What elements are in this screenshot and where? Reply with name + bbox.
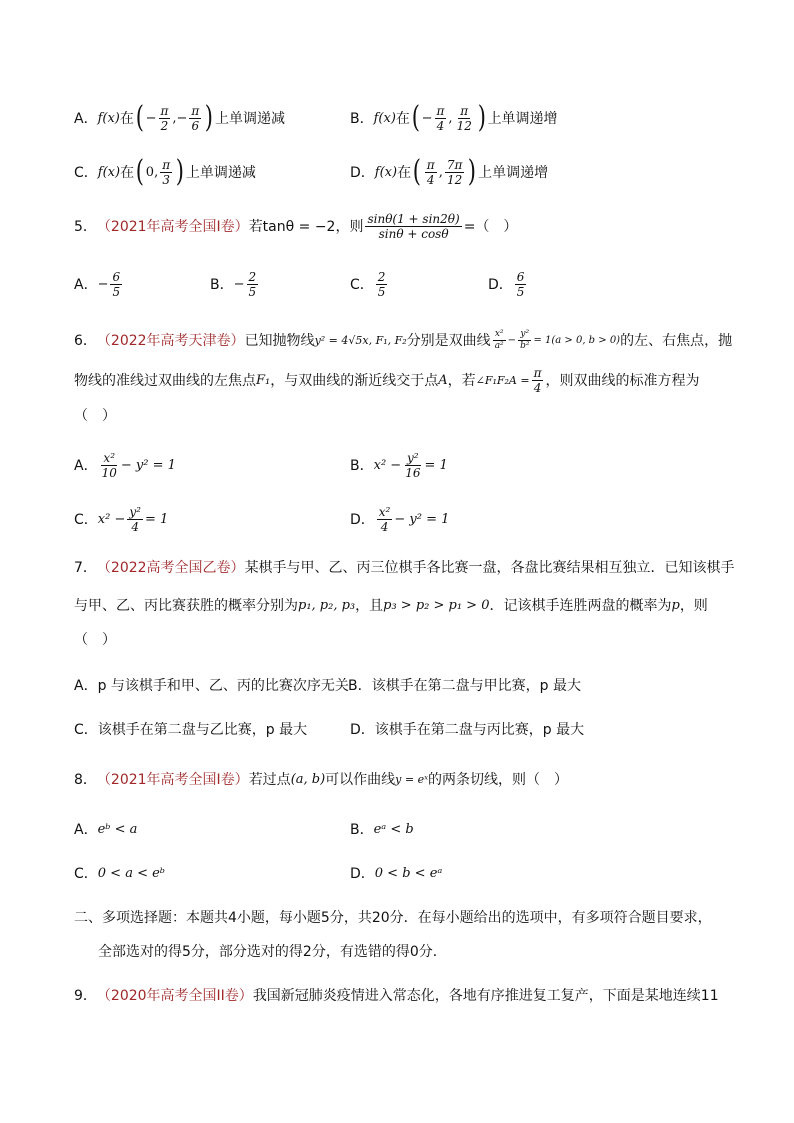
option-label: C． (350, 277, 374, 293)
q7-option-d[interactable]: D．该棋手在第二盘与丙比赛，p 最大 (350, 722, 585, 738)
fraction: $\frac{\text{y²}}{16}$ (405, 450, 421, 480)
section-heading-line2: 全部选对的得5分，部分选对的得2分，有选错的得0分． (98, 944, 447, 960)
q8-option-c[interactable] (74, 864, 165, 884)
section-heading-line1: 二、多项选择题：本题共4小题，每小题5分，共20分．在每小题给出的选项中，有多项符合题目要求， (74, 910, 712, 926)
fraction: $\frac{\pi}{4}$ (426, 157, 435, 187)
close-paren: ) (468, 154, 477, 189)
separator: , (154, 164, 159, 180)
q4-option-d[interactable] (350, 154, 548, 190)
function-symbol: f(x) (373, 110, 396, 126)
probabilities: p₁, p₂, p₃ (298, 598, 356, 613)
expression: x² − (97, 511, 126, 527)
fraction: $\frac{\text{x²}}{10}$ (101, 450, 117, 480)
question-text: 可以作曲线 (325, 772, 396, 788)
sign: − (97, 276, 109, 292)
parabola-equation: y² = 4√5x, F₁, F₂ (314, 333, 407, 347)
question-source: （2021年高考全国I卷） (96, 772, 249, 788)
separator: ,− (172, 110, 188, 126)
question-text: ．记该棋手连胜两盘的概率为 (489, 598, 672, 614)
option-text: 上单调递增 (487, 111, 558, 127)
question-text: 与甲、乙、丙比赛获胜的概率分别为 (74, 598, 298, 614)
fraction: $\frac{\text{x²}}{4}$ (378, 504, 391, 534)
fraction: $\frac{\pi}{4}$ (533, 365, 542, 395)
question-text: 的左、右焦点，抛 (620, 333, 733, 349)
inequality: p₃ > p₂ > p₁ > 0 (383, 598, 490, 613)
function-symbol: f(x) (97, 110, 120, 126)
question-number: 6． (74, 333, 97, 349)
question-text: 物线的准线过双曲线的左焦点 (74, 373, 256, 389)
option-label: B． (350, 458, 374, 474)
question-text: 分别是双曲线 (406, 333, 491, 349)
separator: , (448, 110, 453, 126)
option-label: C． (74, 512, 98, 528)
fraction: $\frac{2}{5}$ (377, 269, 386, 299)
question-text: 某棋手与甲、乙、丙三位棋手各比赛一盘，各盘比赛结果相互独立．已知该棋手 (244, 560, 735, 576)
expression: x² − (373, 457, 402, 473)
question-source: （2022年高考天津卷） (96, 333, 245, 349)
curve-equation: y = eˣ (395, 773, 429, 786)
q5-option-a[interactable] (74, 266, 124, 302)
question-number: 5． (74, 219, 97, 235)
question-text: ，与双曲线的渐近线交于点 (270, 373, 439, 389)
separator: , (438, 164, 443, 180)
fraction: $\frac{\text{y²}}{4}$ (129, 504, 141, 534)
question-source: （2021年高考全国I卷） (96, 219, 249, 235)
question-text: ，若 (447, 373, 476, 389)
question-text: ，则 (679, 598, 708, 614)
expression: = 1 (144, 511, 169, 527)
option-label: B． (210, 277, 234, 293)
open-paren: ( (135, 100, 144, 135)
minus: − (145, 110, 157, 126)
expression: eᵃ < b (373, 822, 414, 837)
q7-option-b[interactable]: B．该棋手在第二盘与甲比赛，p 最大 (348, 678, 581, 694)
option-label: A． (74, 277, 98, 293)
function-symbol: f(x) (97, 164, 121, 180)
option-text: 上单调递减 (215, 111, 286, 127)
expression: − y² = 1 (394, 511, 450, 527)
q8-option-d[interactable] (350, 864, 442, 884)
option-label: D． (350, 165, 375, 181)
variable: p (671, 598, 680, 613)
question-number: 9． (74, 988, 97, 1004)
question-text: 的两条切线，则（ ） (428, 772, 569, 788)
fraction: $\frac{\pi}{6}$ (191, 103, 200, 133)
fraction: $\frac{\pi}{4}$ (436, 103, 445, 133)
angle-expression: ∠F₁F₂A = (475, 373, 530, 387)
option-label: C． (74, 866, 98, 882)
q8-stem (74, 770, 568, 790)
point-expression: (a, b) (290, 772, 326, 787)
option-label: A． (74, 111, 98, 127)
q8-option-a[interactable] (74, 820, 137, 840)
expression: eᵇ < a (97, 822, 138, 837)
option-label: A． (74, 458, 98, 474)
expression: 0 < a < eᵇ (97, 866, 166, 881)
close-paren: ) (477, 100, 486, 135)
q5-option-d[interactable] (488, 266, 528, 302)
option-text: 上单调递增 (478, 165, 549, 181)
q7-answer-paren: （ ） (74, 632, 116, 648)
text: 在 (119, 111, 134, 127)
question-source: （2022高考全国乙卷） (96, 560, 245, 576)
function-symbol: f(x) (374, 164, 398, 180)
q6-option-c[interactable] (74, 500, 168, 538)
q5-stem (74, 208, 517, 244)
q6-stem-line2 (74, 362, 699, 398)
q4-option-b[interactable] (350, 100, 558, 136)
q4-option-c[interactable] (74, 154, 256, 190)
q7-option-a[interactable]: A．p 与该棋手和甲、乙、丙的比赛次序无关 (74, 678, 349, 694)
question-text: 我国新冠肺炎疫情进入常态化，各地有序推进复工复产，下面是某地连续11 (252, 988, 719, 1004)
fraction: $\frac{7\pi}{12}$ (446, 157, 463, 187)
q8-option-b[interactable] (350, 820, 414, 840)
fraction: $\frac{\text{y²}}{\text{b²}}$ (520, 328, 530, 351)
fraction: $\frac{\sin\theta(1 + \sin 2\theta)}{\sin\theta + \cos\theta}$ (367, 211, 460, 241)
open-paren: ( (411, 100, 420, 135)
fraction: $\frac{\pi}{2}$ (160, 103, 169, 133)
question-text: 若tanθ = −2，则 (248, 219, 364, 235)
minus: − (507, 334, 517, 346)
q4-option-a[interactable] (74, 100, 285, 136)
answer-paren: =（ ） (463, 219, 518, 235)
fraction: $\frac{2}{5}$ (248, 269, 257, 299)
option-label: D． (350, 512, 375, 528)
question-number: 8． (74, 772, 97, 788)
fraction: $\frac{6}{5}$ (112, 269, 121, 299)
option-label: C． (74, 165, 98, 181)
expression: = 1 (424, 457, 448, 473)
q6-answer-paren: （ ） (74, 408, 116, 424)
text: 在 (120, 165, 135, 181)
fraction: $\frac{\text{x²}}{\text{a²}}$ (494, 328, 504, 351)
fraction: $\frac{\pi}{12}$ (456, 103, 472, 133)
text: 在 (397, 165, 412, 181)
q7-stem-line1 (74, 558, 735, 578)
expression: − y² = 1 (120, 457, 176, 473)
q7-option-c[interactable]: C．该棋手在第二盘与乙比赛，p 最大 (74, 722, 308, 738)
q7-stem-line2 (74, 596, 708, 616)
question-text: 已知抛物线 (244, 333, 315, 349)
option-label: D． (488, 277, 513, 293)
q6-option-b[interactable] (350, 446, 448, 484)
fraction: $\frac{\pi}{3}$ (162, 157, 171, 187)
open-paren: ( (412, 154, 422, 189)
q6-option-d[interactable] (350, 500, 449, 538)
point-symbol: A (438, 372, 448, 388)
sign: − (233, 276, 245, 292)
zero: 0 (145, 164, 155, 180)
open-paren: ( (135, 154, 145, 189)
fraction: $\frac{6}{5}$ (516, 269, 525, 299)
close-paren: ) (205, 100, 214, 135)
focus-symbol: F₁ (256, 372, 271, 388)
question-text: ，则双曲线的标准方程为 (545, 373, 700, 389)
q6-option-a[interactable] (74, 446, 176, 484)
q9-stem (74, 986, 719, 1006)
option-label: B． (350, 111, 374, 127)
expression: 0 < b < eᵃ (374, 866, 443, 881)
q5-option-b[interactable] (210, 266, 260, 302)
question-source: （2020年高考全国II卷） (96, 988, 253, 1004)
question-number: 7． (74, 560, 97, 576)
minus: − (421, 110, 433, 126)
option-text: 上单调递减 (185, 165, 256, 181)
option-label: A． (74, 822, 98, 838)
text: 在 (395, 111, 410, 127)
q6-stem-line1 (74, 322, 732, 358)
question-text: ，且 (355, 598, 384, 614)
question-text: 若过点 (248, 772, 291, 788)
option-label: B． (350, 822, 374, 838)
q5-option-c[interactable] (350, 266, 389, 302)
close-paren: ) (175, 154, 185, 189)
option-label: D． (350, 866, 375, 882)
hyperbola-condition: = 1(a > 0, b > 0) (533, 334, 621, 346)
